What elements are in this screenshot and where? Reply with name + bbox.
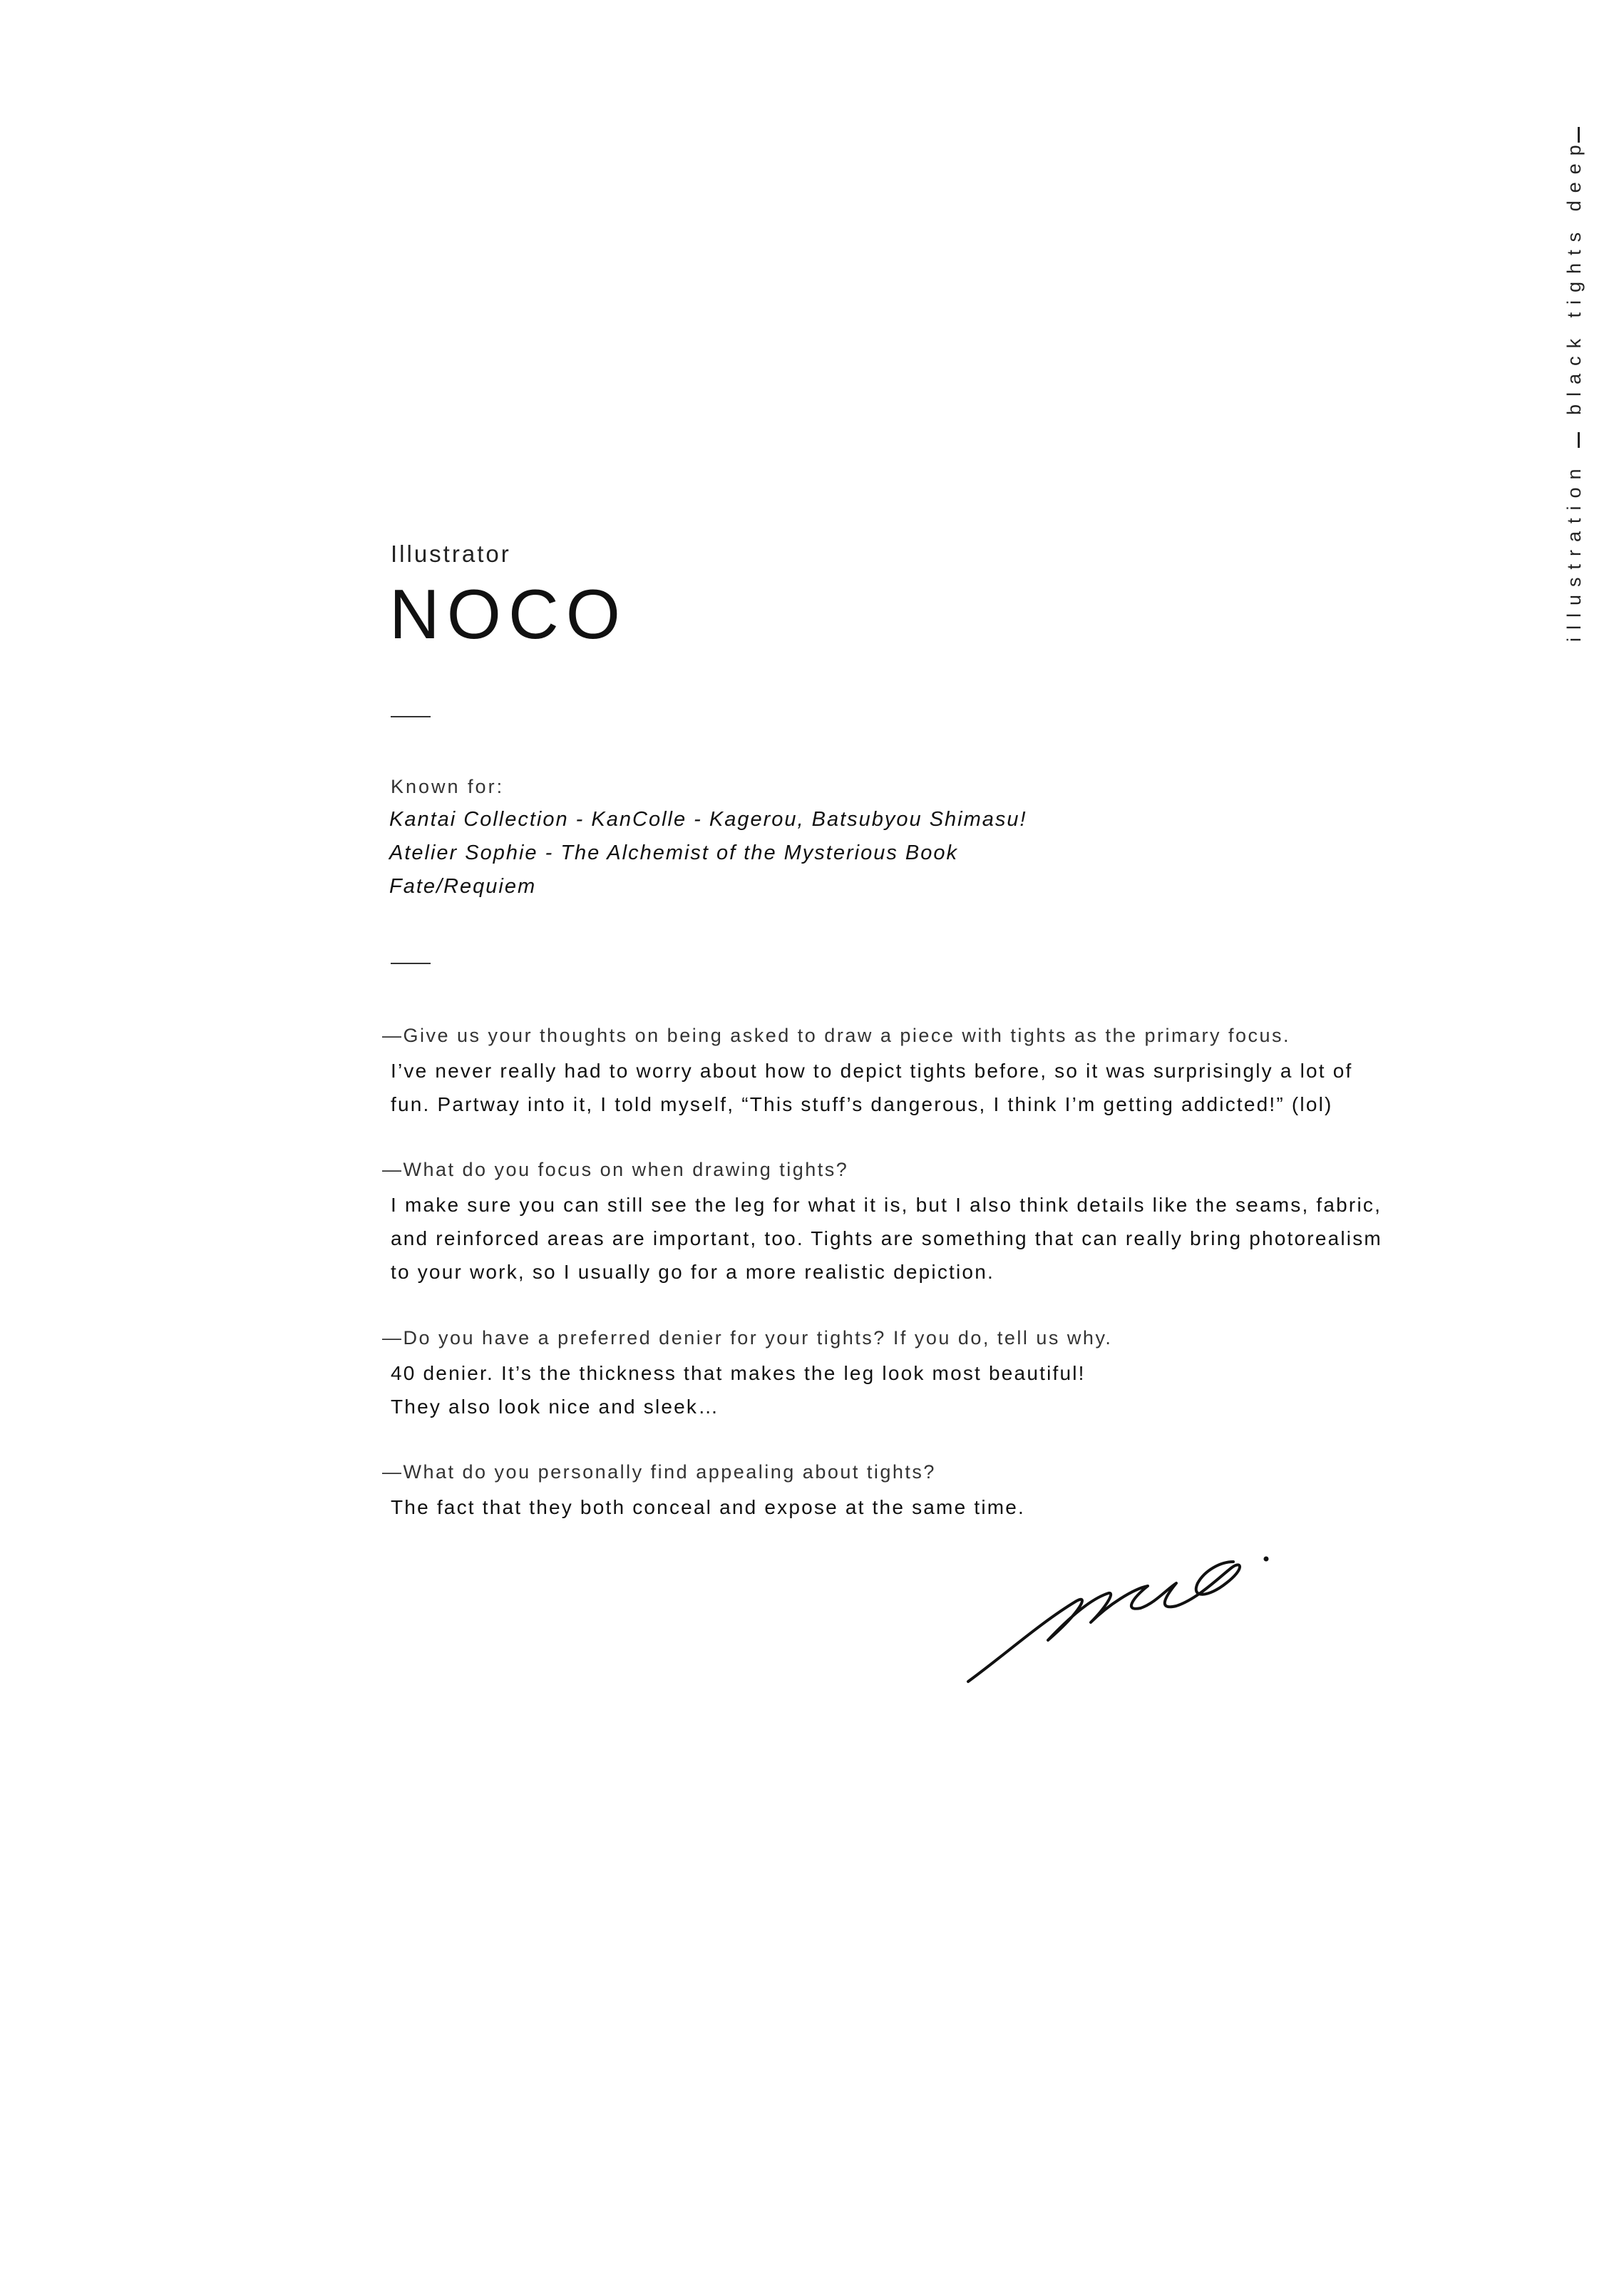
interview-question: —Do you have a preferred denier for your tights? If you do, tell us why.	[382, 1327, 1113, 1349]
interview-item	[382, 1155, 1430, 1289]
interview-answer: I make sure you can still see the leg for what it is, but I also think details like the seams, fabric, and reinforced areas are important, too. Tights are something that can really bring photorealism to your work, so I usually go for a more realistic depiction.	[391, 1194, 1382, 1283]
known-for-list	[389, 803, 1027, 904]
interview-item	[382, 1458, 1430, 1524]
interview-item	[382, 1021, 1430, 1121]
interview-question: —What do you personally find appealing about tights?	[382, 1461, 936, 1483]
interview-question: —Give us your thoughts on being asked to draw a piece with tights as the primary focus.	[382, 1025, 1291, 1046]
profile-role: Illustrator	[391, 541, 511, 567]
known-for-title: Atelier Sophie - The Alchemist of the Mysterious Book	[389, 841, 959, 864]
side-section-title: illustration	[1563, 461, 1585, 642]
interview-item	[382, 1324, 1430, 1423]
known-for-label: Known for:	[391, 776, 505, 797]
known-for-title: Fate/Requiem	[389, 875, 537, 898]
side-series-title: black tights deep	[1563, 137, 1585, 415]
known-for-title: Kantai Collection - KanColle - Kagerou, Batsubyou Shimasu!	[389, 808, 1027, 831]
interview-answer: 40 denier. It’s the thickness that makes the leg look most beautiful! They also look nice and sleek…	[391, 1362, 1086, 1418]
signature	[962, 1533, 1276, 1690]
divider	[391, 963, 431, 964]
interview-answer: I’ve never really had to worry about how to depict tights before, so it was surprisingly a lot of fun. Partway into it, I told myself, “This stuff’s dangerous, I think I’m getting addicted!” (lol)	[391, 1060, 1353, 1115]
side-divider-middle	[1578, 432, 1580, 448]
interview-question: —What do you focus on when drawing tights?	[382, 1159, 849, 1180]
divider	[391, 716, 431, 717]
interview-answer: The fact that they both conceal and expose at the same time.	[391, 1496, 1026, 1518]
profile-name: NOCO	[389, 575, 627, 653]
